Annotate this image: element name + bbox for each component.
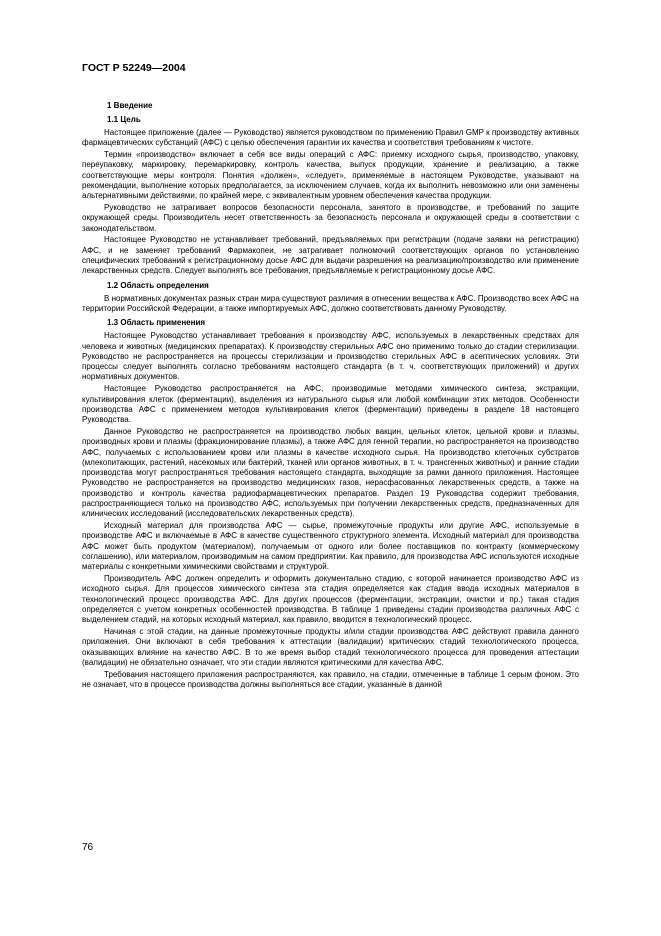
section-heading: 1.1 Цель	[107, 115, 141, 124]
paragraph: Настоящее Руководство распространяется на АФС, производимые методами химического синтеза, экстракции, культивирования клеток (ферментации), выделения из натурального сырья или любой комбинации этих методов. Особенности производства АФС с применением методов культивирования клеток (ферментации) приведены в разделе 18 настоящего Руководства.	[82, 384, 579, 425]
section-heading: 1 Введение	[107, 101, 153, 110]
paragraph: В нормативных документах разных стран мира существуют различия в отнесении вещества к АФС. Производство всех АФС на территории Российской Федерации, а также импортируемых АФС, должно соответствовать данному Руководству.	[82, 293, 579, 313]
paragraph: Начиная с этой стадии, на данные промежуточные продукты и/или стадии производства АФС действуют правила данного приложения. Они включают в себя требования к аттестации (валидации) критических стадий технологического процесса, оказывающих влияние на качество АФС. В то же время выбор стадий технологического процесса для проведения аттестации (валидации) не обязательно означает, что эти стадии являются критическими для качества АФС.	[82, 627, 579, 667]
page-number: 76	[82, 842, 94, 853]
paragraph: Требования настоящего приложения распространяются, как правило, на стадии, отмеченные в таблице 1 серым фоном. Это не означает, что в процессе производства должны выполняться все стадии, указанные в данной	[82, 669, 579, 690]
section-heading: 1.3 Область применения	[107, 318, 206, 328]
paragraph: Термин «производство» включает в себя все виды операций с АФС: приемку исходного сырья, производство, упаковку, переупаковку, маркировку, перемаркировку, контроль качества, выпуск продукции, хранение и реализацию, а также соответствующие меры контроля. Понятия «должен», «следует», применяемые в настоящем Руководстве, указывают на рекомендации, выполнение которых предполагается, за исключением случаев, когда их выполнить невозможно или они заменены альтернативными действиями, по крайней мере, с эквивалентным уровнем обеспечения качества продукции.	[82, 150, 579, 201]
paragraph: Настоящее приложение (далее — Руководство) является руководством по применению Правил GMP к производству активных фармацевтических субстанций (АФС) с целью обеспечения гарантии их качества и соответствия требованиям к чистоте.	[82, 128, 579, 148]
section-heading: 1.2 Область определения	[107, 280, 209, 290]
paragraph: Руководство не затрагивает вопросов безопасности персонала, занятого в производстве, и требований по защите окружающей среды. Производитель несет ответственность за безопасность персонала и окружающей среды в соответствии с законодательством.	[82, 203, 579, 233]
paragraph: Настоящее Руководство устанавливает требования к производству АФС, используемых в лекарственных средствах для человека и животных (медицинских препаратах). К производству стерильных АФС оно применимо только до стадии стерилизации. Руководство не распространяется на процессы стерилизации и производство стерильных АФС в асептических условиях. Эти процессы следует выполнять согласно требованиям настоящего стандарта (в т. ч. соответствующих приложений) и других нормативных документов.	[82, 331, 579, 382]
paragraph: Настоящее Руководство не устанавливает требований, предъявляемых при регистрации (подаче заявки на регистрацию) АФС, и не заменяет требований Фармакопеи, не затрагивает полномочий соответствующих органов по установлению специфических требований к регистрационному досье АФС для выдачи разрешения на реализацию/производство или применение лекарственных средств. Следует выполнять все требования, предъявляемые к регистрационному досье АФС.	[82, 235, 579, 276]
paragraph: Исходный материал для производства АФС — сырье, промежуточные продукты или другие АФС, используемые в производстве АФС и включаемые в АФС в качестве существенного структурного элемента. Исходный материал для производства АФС может быть продуктом (материалом), получаемым от одного или более поставщиков по контракту (коммерческому соглашению), или материалом, производимым на самом предприятии. Как правило, для производства АФС используются исходные материалы с конкретными химическими свойствами и структурой.	[82, 521, 579, 572]
paragraph: Производитель АФС должен определить и оформить документально стадию, с которой начинается производство АФС из исходного сырья. Для процессов химического синтеза эта стадия определяется как стадия ввода исходных материалов в технологический процесс производства АФС. Для других процессов (ферментации, экстракции, очистки и пр.) такая стадия определяется с учетом конкретных особенностей производства. В таблице 1 приведены стадии производства различных АФС с выделением стадий, на которых исходный материал, как правило, вводится в технологический процесс.	[82, 574, 579, 625]
document-body	[82, 97, 579, 692]
document-header: ГОСТ Р 52249—2004	[82, 62, 186, 74]
paragraph: Данное Руководство не распространяется на производство любых вакцин, цельных клеток, цельной крови и плазмы, производных крови и плазмы (фракционирование плазмы), а также АФС для генной терапии, но распространяется на производство АФС, получаемых с использованием крови или плазмы в качестве исходного сырья. На производство клеточных субстратов (млекопитающих, растений, насекомых или бактерий, тканей или органов животных, в т. ч. трансгенных животных) и ранние стадии производства могут распространяться требования настоящего стандарта, выходящие за рамки данного приложения. Настоящее Руководство не распространяется на производство медицинских газов, нерасфасованных лекарственных средств, а также на производство и контроль качества радиофармацевтических препаратов. Раздел 19 Руководства содержит требования, распространяющиеся только на производство АФС, используемых при получении лекарственных средств, предназначенных для клинических исследований (исследовательских лекарственных средств).	[82, 426, 579, 519]
